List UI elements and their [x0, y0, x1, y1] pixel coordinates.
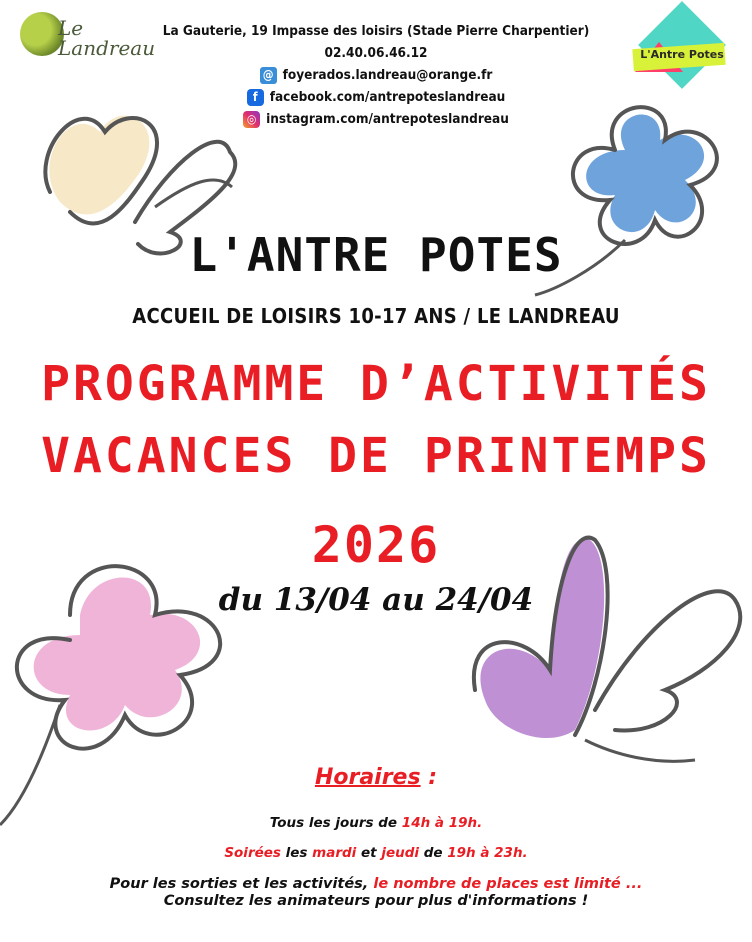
notice-prefix: Pour les sorties et les activités,: [109, 876, 374, 892]
evenings-hours: 19h à 23h.: [447, 845, 528, 861]
programme-title-line2: VACANCES DE PRINTEMPS: [41, 428, 711, 484]
email-row: [150, 64, 602, 86]
evenings-de: de: [419, 845, 448, 861]
email-link[interactable]: foyerados.landreau@orange.fr: [282, 67, 493, 83]
evenings-mardi: mardi: [312, 845, 357, 861]
email-icon: @: [260, 67, 277, 84]
horaires-evenings: [0, 845, 752, 861]
antre-potes-logo: [627, 10, 737, 90]
programme-year: 2026: [311, 516, 441, 574]
address-text: La Gauterie, 19 Impasse des loisirs (Stade Pierre Charpentier): [162, 23, 590, 39]
facebook-row: [150, 86, 602, 108]
horaires-heading-word: Horaires: [314, 765, 421, 790]
subtitle: ACCUEIL DE LOISIRS 10-17 ANS / LE LANDREAU: [132, 304, 620, 328]
evenings-jeudi: jeudi: [381, 845, 420, 861]
contact-block: [150, 20, 602, 130]
antre-potes-logo-text: L'Antre Potes: [640, 48, 724, 61]
evenings-label: Soirées: [224, 845, 281, 861]
landreau-logo-line1: Le: [58, 16, 84, 40]
landreau-logo-line2: Landreau: [58, 36, 156, 60]
instagram-icon: ◎: [243, 111, 260, 128]
instagram-link[interactable]: instagram.com/antrepoteslandreau: [266, 111, 509, 127]
phone-text: 02.40.06.46.12: [324, 45, 428, 61]
horaires-daily: [0, 815, 752, 831]
notice-line1: [0, 876, 752, 893]
daily-hours: 14h à 19h.: [401, 815, 483, 831]
main-title: L'ANTRE POTES: [189, 228, 563, 282]
evenings-les: les: [280, 845, 313, 861]
landreau-logo-text: [58, 18, 155, 58]
notice-limited: le nombre de places est limité ...: [373, 876, 643, 892]
programme-dates: du 13/04 au 24/04: [218, 582, 534, 618]
facebook-icon: f: [247, 89, 264, 106]
facebook-link[interactable]: facebook.com/antrepoteslandreau: [269, 89, 506, 105]
notice-line2: Consultez les animateurs pour plus d'informations !: [163, 893, 589, 909]
instagram-row: [150, 108, 602, 130]
address-row: [150, 20, 602, 42]
programme-title-line1: PROGRAMME D’ACTIVITÉS: [41, 356, 711, 412]
horaires-heading: [0, 765, 752, 790]
phone-row: [150, 42, 602, 64]
evenings-et: et: [356, 845, 382, 861]
horaires-heading-colon: :: [420, 765, 438, 790]
daily-prefix: Tous les jours de: [269, 815, 402, 831]
horaires-notice: [0, 876, 752, 910]
